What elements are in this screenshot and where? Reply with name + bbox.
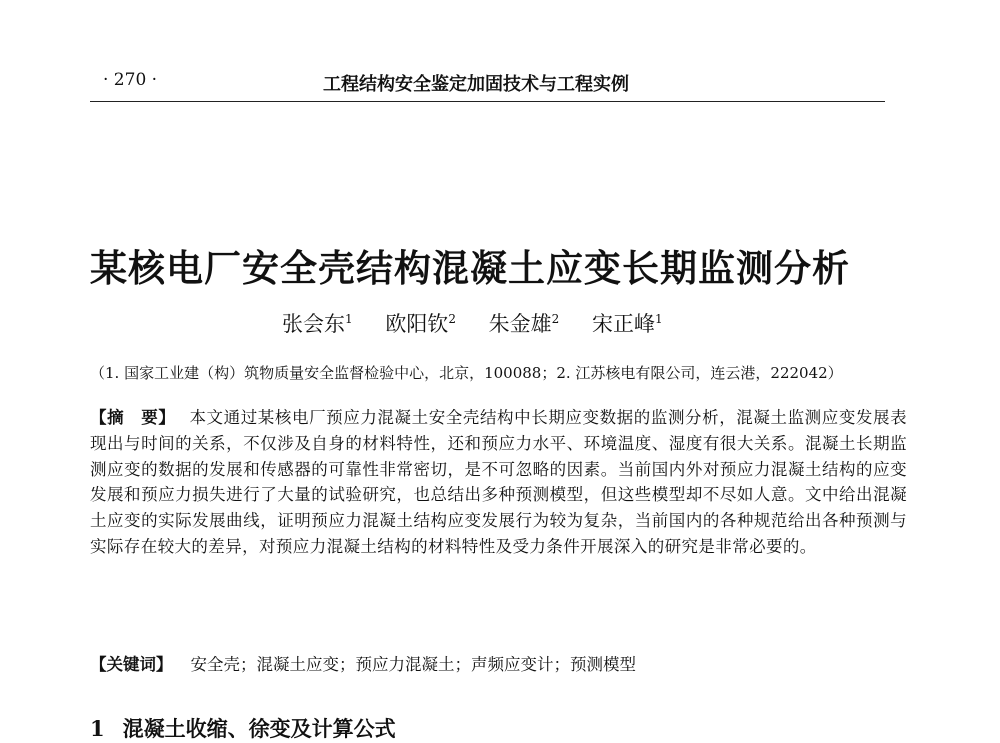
keywords [90,651,907,675]
abstract-text: 本文通过某核电厂预应力混凝土安全壳结构中长期应变数据的监测分析，混凝土监测应变发展表现出与时间的关系，不仅涉及自身的材料特性，还和预应力水平、环境温度、湿度有很大关系。混凝土长期监测应变的数据的发展和传感器的可靠性非常密切，是不可忽略的因素。当前国内外对预应力混凝土结构的应变发展和预应力损失进行了大量的试验研究，也总结出多种预测模型，但这些模型却不尽如人意。文中给出混凝土应变的实际发展曲线，证明预应力混凝土结构应变发展行为较为复杂，当前国内的各种规范给出各种预测与实际存在较大的差异，对预应力混凝土结构的材料特性及受力条件开展深入的研究是非常必要的。 [90,408,907,556]
author: 张会东$^1$ [282,312,353,336]
page-number: · 270 · [103,70,158,90]
abstract-label: 【摘 要】 [90,408,176,427]
section-number: 1 [90,716,105,741]
author-list [282,308,689,338]
section-heading [90,713,396,743]
paper-title: 某核电厂安全壳结构混凝土应变长期监测分析 [90,246,850,290]
author: 欧阳钦$^2$ [385,312,456,336]
keywords-text: 安全壳；混凝土应变；预应力混凝土；声频应变计；预测模型 [190,655,636,674]
running-header-title: 工程结构安全鉴定加固技术与工程实例 [323,74,629,95]
affiliation: （1. 国家工业建（构）筑物质量安全监督检验中心，北京，100088；2. 江苏核电有限公司，连云港，222042） [90,364,843,382]
author: 宋正峰$^1$ [591,312,663,336]
author: 朱金雄$^2$ [488,312,560,336]
header-divider [90,101,885,102]
abstract [90,405,907,560]
section-title: 混凝土收缩、徐变及计算公式 [122,716,396,741]
keywords-label: 【关键词】 [90,655,173,674]
